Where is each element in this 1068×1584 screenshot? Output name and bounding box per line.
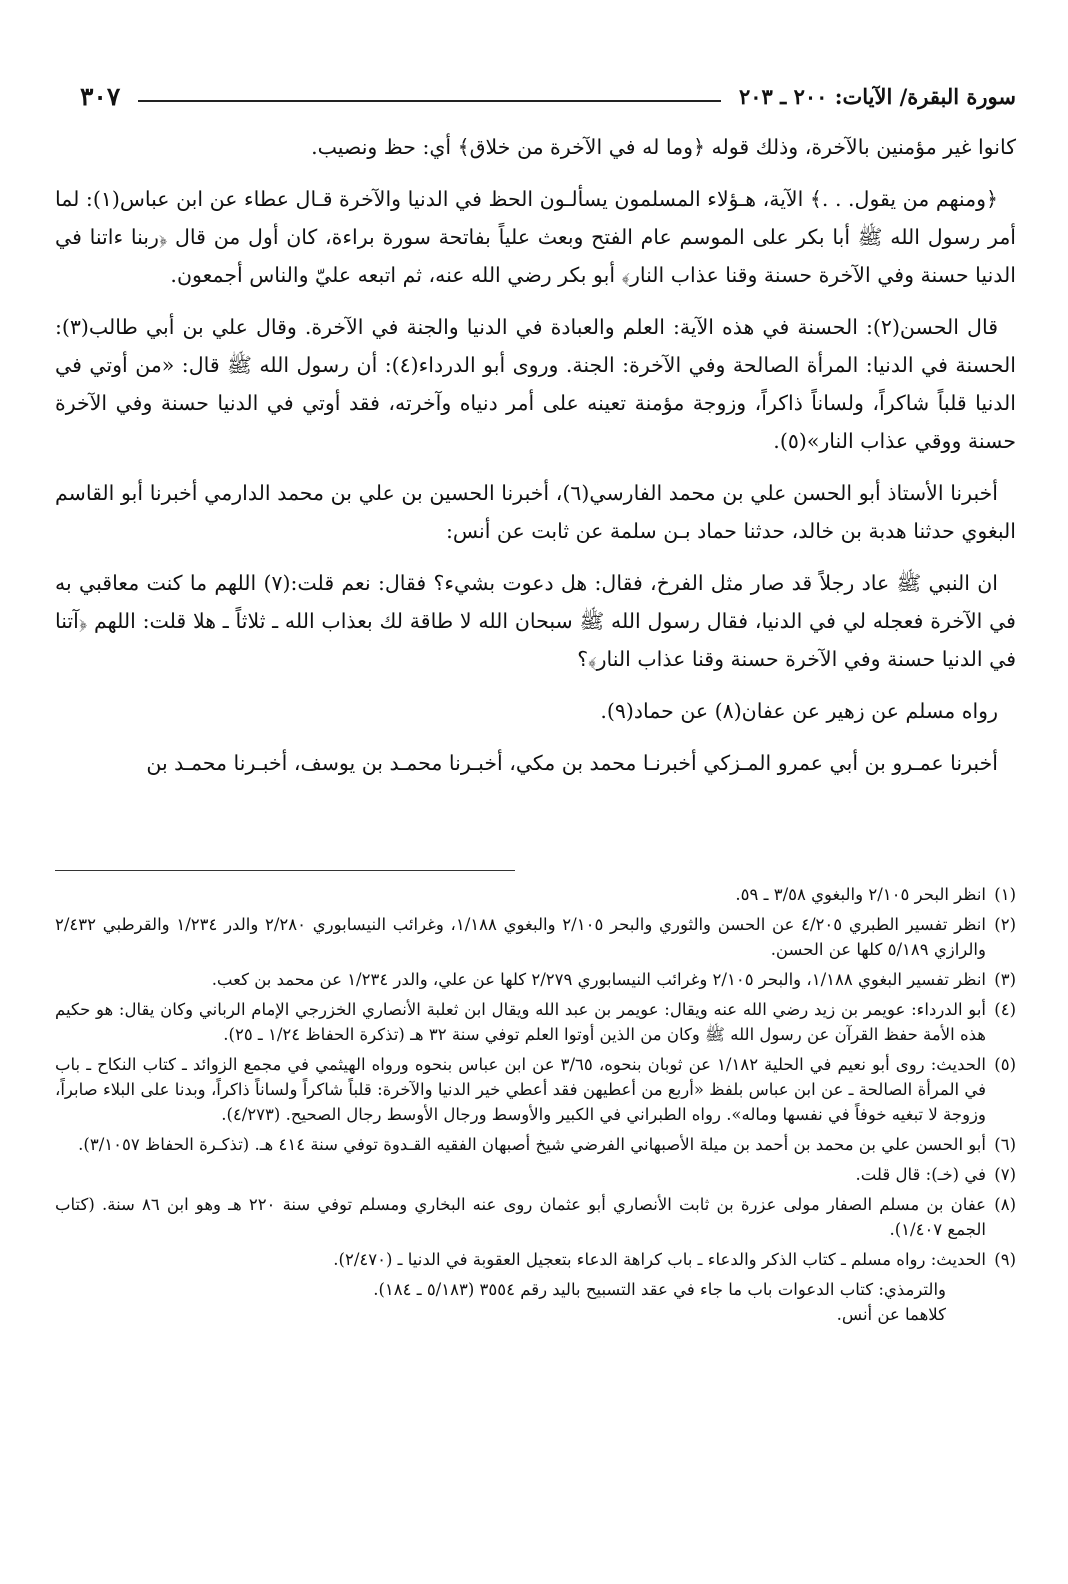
footnote [55,1162,1016,1187]
footnote-number: (٧) [994,1165,1016,1184]
paragraph: ﴿ومنهم من يقول. . .﴾ الآية، هـؤلاء المسلمون يسألـون الحظ في الدنيا والآخرة قـال عطاء عن ابن عباس(١): لما أمر رسول الله ﷺ أبا بكر على الموسم عام الفتح وبعث علياً بفاتحة سورة براءة، كان أول من قال ﴿ربنا ءاتنا في الدنيا حسنة وفي الآخرة حسنة وقنا عذاب النار﴾ أبو بكر رضي الله عنه، ثم اتبعه عليّ والناس أجمعون. [55,187,1016,287]
footnotes [55,882,1016,1327]
paragraph: رواه مسلم عن زهير عن عفان(٨) عن حماد(٩). [600,699,998,723]
footnote-number: (١) [994,885,1016,904]
page-number: ٣٠٧ [80,81,121,111]
footnote-number: (٢) [994,915,1016,934]
footnote-number: (٤) [994,1000,1016,1019]
footnote-number: (٦) [994,1135,1016,1154]
running-title: سورة البقرة/ الآيات: ٢٠٠ ـ ٢٠٣ [738,83,1016,109]
footnote-continuation: والترمذي: كتاب الدعوات باب ما جاء في عقد التسبيح باليد رقم ٣٥٥٤ (٥/١٨٣ ـ ١٨٤). [373,1280,946,1299]
footnote [55,1052,1016,1127]
paragraph: أخبرنا عمـرو بن أبي عمرو المـزكي أخبرنـا محمد بن مكي، أخبـرنا محمـد بن يوسف، أخبـرنا محمـد بن [146,751,998,775]
footnote-number: (٣) [994,970,1016,989]
footnote-separator [55,870,515,871]
footnote-text: الحديث: روى أبو نعيم في الحلية ١/١٨٢ عن ثوبان بنحوه، ٣/٦٥ عن ابن عباس بنحوه ورواه الهيثمي في مجمع الزوائد ـ كتاب النكاح ـ باب في المرأة الصالحة ـ عن ابن عباس بلفظ «أربع من أعطيهن فقد أعطي خير الدنيا والآخرة: قلباً شاكراً ولساناً ذاكراً، وبدنا على البلاء صابراً، وزوجة لا تبغيه خوفاً في نفسها وماله». رواه الطبراني في الكبير والأوسط ورجال الأوسط رجال الصحيح. (٤/٢٧٣). [55,1055,986,1124]
footnote-text: انظر البحر ٢/١٠٥ والبغوي ٣/٥٨ ـ ٥٩. [735,885,986,904]
footnote [55,882,1016,907]
paragraph: ان النبي ﷺ عاد رجلاً قد صار مثل الفرخ، فقال: هل دعوت بشيء؟ فقال: نعم قلت:(٧) اللهم ما كنت معاقبي به في الآخرة فعجله لي في الدنيا، فقال رسول الله ﷺ سبحان الله لا طاقة لك بعذاب الله ـ ثلاثاً ـ هلا قلت: اللهم ﴿آتنا في الدنيا حسنة وفي الآخرة حسنة وقنا عذاب النار﴾؟ [55,571,1016,671]
footnote [55,1132,1016,1157]
main-text [55,128,1016,796]
footnote-text: عفان بن مسلم الصفار مولى عزرة بن ثابت الأنصاري أبو عثمان روى عنه البخاري ومسلم توفي سنة ٢٢٠ هـ وهو ابن ٨٦ سنة. (كتاب الجمع ١/٤٠٧). [55,1195,987,1239]
footnote [55,1247,1016,1272]
running-header [80,78,1016,114]
footnote-text: انظر تفسير البغوي ١/١٨٨، والبحر ٢/١٠٥ وغرائب النيسابوري ٢/٢٧٩ كلها عن علي، والدر ١/٢٣٤ عن محمد بن كعب. [211,970,986,989]
footnote-text: انظر تفسير الطبري ٤/٢٠٥ عن الحسن والثوري والبحر ٢/١٠٥ والبغوي ١/١٨٨، وغرائب النيسابوري ٢/٢٨٠ والدر ١/٢٣٤ والقرطبي ٢/٤٣٢ والرازي ٥/١٨٩ كلها عن الحسن. [55,915,986,959]
paragraph: أخبرنا الأستاذ أبو الحسن علي بن محمد الفارسي(٦)، أخبرنا الحسين بن علي بن محمد الدارمي أخبرنا أبو القاسم البغوي حدثنا هدبة بن خالد، حدثنا حماد بـن سلمة عن ثابت عن أنس: [55,481,1016,543]
paragraph: كانوا غير مؤمنين بالآخرة، وذلك قوله ﴿وما له في الآخرة من خلاق﴾ أي: حظ ونصيب. [311,135,1016,159]
footnote-text: في (خـ): قال قلت. [855,1165,986,1184]
header-rule [138,100,721,102]
footnote-number: (٩) [994,1250,1016,1269]
footnote-text: الحديث: رواه مسلم ـ كتاب الذكر والدعاء ـ باب كراهة الدعاء بتعجيل العقوبة في الدنيا ـ (٢/٤٧٠). [333,1250,986,1269]
footnote-continuation: كلاهما عن أنس. [836,1305,946,1324]
paragraph: قال الحسن(٢): الحسنة في هذه الآية: العلم والعبادة في الدنيا والجنة في الآخرة. وقال علي بن أبي طالب(٣): الحسنة في الدنيا: المرأة الصالحة وفي الآخرة: الجنة. وروى أبو الدرداء(٤): أن رسول الله ﷺ قال: «من أوتي في الدنيا قلباً شاكراً، ولساناً ذاكراً، وزوجة مؤمنة تعينه على أمر دنياه وآخرته، فقد أوتي في الدنيا حسنة وفي الآخرة حسنة ووقي عذاب النار»(٥). [55,315,1016,453]
footnote-number: (٨) [994,1195,1017,1214]
footnote [55,967,1016,992]
footnote [55,997,1016,1047]
footnote-number: (٥) [994,1055,1016,1074]
footnote-text: أبو الدرداء: عويمر بن زيد رضي الله عنه ويقال: عويمر بن عبد الله ويقال ابن ثعلبة الأنصاري الخزرجي الإمام الرباني وكان يقال: هو حكيم هذه الأمة حفظ القرآن عن رسول الله ﷺ وكان من الذين أوتوا العلم توفي سنة ٣٢ هـ (تذكرة الحفاظ ١/٢٤ ـ ٢٥). [55,1000,986,1044]
footnote-text: أبو الحسن علي بن محمد بن أحمد بن ميلة الأصبهاني الفرضي شيخ أصبهان الفقيه القـدوة توفي سنة ٤١٤ هـ. (تذكـرة الحفاظ ٣/١٠٥٧). [78,1135,986,1154]
footnote [55,1192,1016,1242]
footnote [55,912,1016,962]
